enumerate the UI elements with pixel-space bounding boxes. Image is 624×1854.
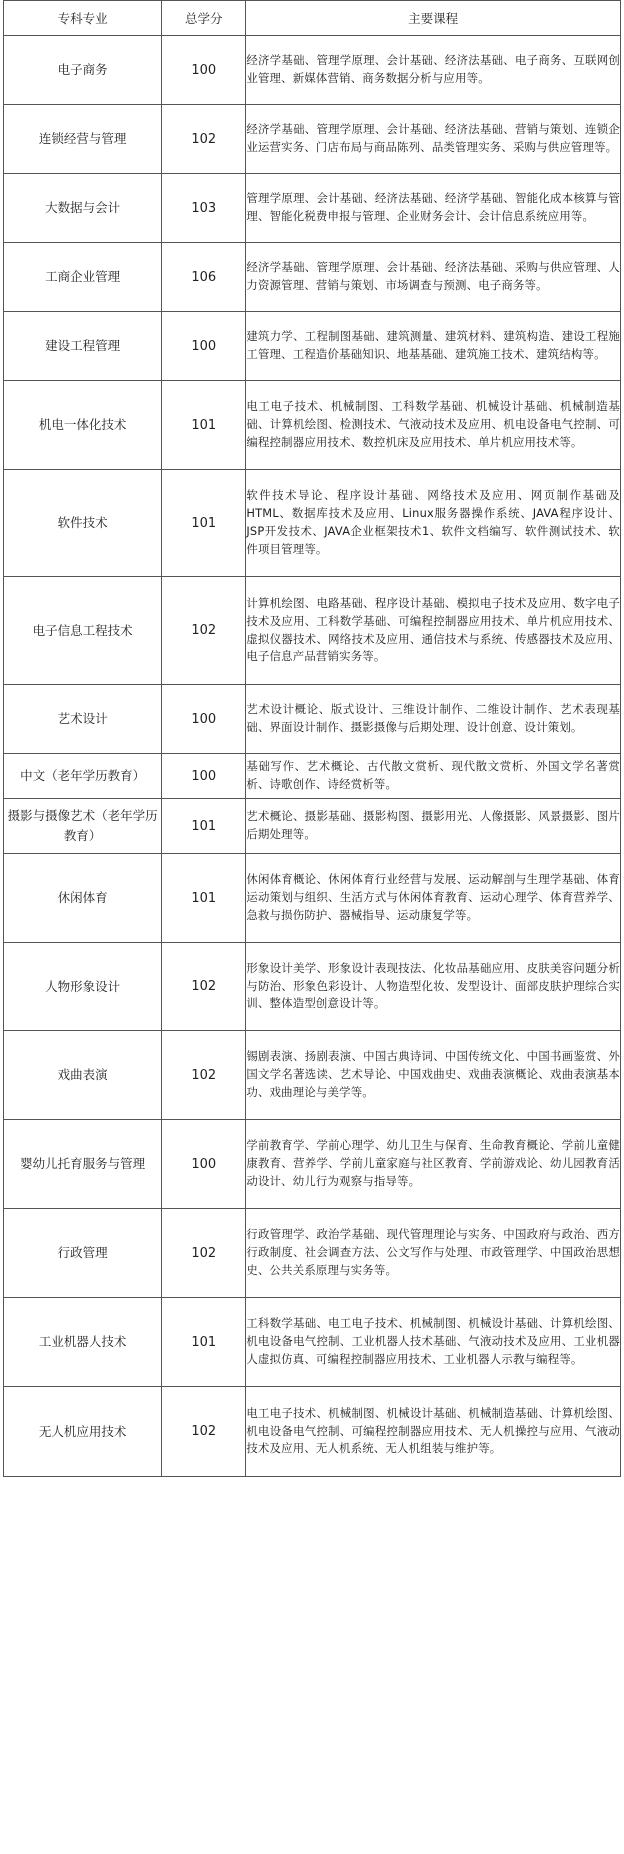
major-cell: 建设工程管理	[4, 312, 162, 381]
table-row	[4, 1298, 621, 1387]
table-row	[4, 312, 621, 381]
header-courses: 主要课程	[246, 1, 621, 36]
table-row	[4, 799, 621, 854]
courses-cell: 管理学原理、会计基础、经济法基础、经济学基础、智能化成本核算与管理、智能化税费申报与管理、企业财务会计、会计信息系统应用等。	[246, 174, 621, 243]
credits-cell: 103	[162, 174, 246, 243]
course-table	[3, 0, 621, 1477]
credits-cell: 101	[162, 470, 246, 577]
table-row	[4, 1387, 621, 1477]
major-cell: 工商企业管理	[4, 243, 162, 312]
table-row	[4, 577, 621, 685]
courses-cell: 艺术概论、摄影基础、摄影构图、摄影用光、人像摄影、风景摄影、图片后期处理等。	[246, 799, 621, 854]
table-row	[4, 854, 621, 943]
table-row	[4, 1120, 621, 1209]
credits-cell: 101	[162, 854, 246, 943]
courses-cell: 形象设计美学、形象设计表现技法、化妆品基础应用、皮肤美容问题分析与防治、形象色彩设计、人物造型化妆、发型设计、面部皮肤护理综合实训、整体造型创意设计等。	[246, 943, 621, 1031]
major-cell: 行政管理	[4, 1209, 162, 1298]
credits-cell: 101	[162, 381, 246, 470]
courses-cell: 建筑力学、工程制图基础、建筑测量、建筑材料、建筑构造、建设工程施工管理、工程造价基础知识、地基基础、建筑施工技术、建筑结构等。	[246, 312, 621, 381]
credits-cell: 102	[162, 1209, 246, 1298]
major-cell: 电子信息工程技术	[4, 577, 162, 685]
courses-cell: 计算机绘图、电路基础、程序设计基础、模拟电子技术及应用、数字电子技术及应用、工科数学基础、可编程控制器应用技术、单片机应用技术、虚拟仪器技术、网络技术及应用、通信技术与系统、传感器技术及应用、电子信息产品营销实务等。	[246, 577, 621, 685]
credits-cell: 102	[162, 1031, 246, 1120]
courses-cell: 行政管理学、政治学基础、现代管理理论与实务、中国政府与政治、西方行政制度、社会调查方法、公文写作与处理、市政管理学、中国政治思想史、公共关系原理与实务等。	[246, 1209, 621, 1298]
credits-cell: 101	[162, 1298, 246, 1387]
major-cell: 中文（老年学历教育）	[4, 754, 162, 799]
major-cell: 婴幼儿托育服务与管理	[4, 1120, 162, 1209]
table-header	[4, 1, 621, 36]
table-body	[4, 36, 621, 1477]
table-row	[4, 470, 621, 577]
credits-cell: 102	[162, 943, 246, 1031]
header-credits: 总学分	[162, 1, 246, 36]
courses-cell: 锡剧表演、扬剧表演、中国古典诗词、中国传统文化、中国书画鉴赏、外国文学名著选读、艺术导论、中国戏曲史、戏曲表演概论、戏曲表演基本功、戏曲理论与美学等。	[246, 1031, 621, 1120]
major-cell: 无人机应用技术	[4, 1387, 162, 1477]
table-row	[4, 36, 621, 105]
credits-cell: 102	[162, 577, 246, 685]
major-cell: 机电一体化技术	[4, 381, 162, 470]
header-row	[4, 1, 621, 36]
credits-cell: 100	[162, 36, 246, 105]
header-major: 专科专业	[4, 1, 162, 36]
credits-cell: 102	[162, 105, 246, 174]
credits-cell: 102	[162, 1387, 246, 1477]
table-row	[4, 243, 621, 312]
major-cell: 休闲体育	[4, 854, 162, 943]
credits-cell: 100	[162, 754, 246, 799]
credits-cell: 100	[162, 1120, 246, 1209]
courses-cell: 软件技术导论、程序设计基础、网络技术及应用、网页制作基础及HTML、数据库技术及应用、Linux服务器操作系统、JAVA程序设计、JSP开发技术、JAVA企业框架技术1、软件文档编写、软件测试技术、软件项目管理等。	[246, 470, 621, 577]
credits-cell: 100	[162, 685, 246, 754]
table-row	[4, 381, 621, 470]
courses-cell: 电工电子技术、机械制图、机械设计基础、机械制造基础、计算机绘图、机电设备电气控制、可编程控制器应用技术、无人机操控与应用、气液动技术及应用、无人机系统、无人机组装与维护等。	[246, 1387, 621, 1477]
major-cell: 软件技术	[4, 470, 162, 577]
major-cell: 连锁经营与管理	[4, 105, 162, 174]
table-row	[4, 685, 621, 754]
courses-cell: 经济学基础、管理学原理、会计基础、经济法基础、电子商务、互联网创业管理、新媒体营销、商务数据分析与应用等。	[246, 36, 621, 105]
courses-cell: 经济学基础、管理学原理、会计基础、经济法基础、营销与策划、连锁企业运营实务、门店布局与商品陈列、品类管理实务、采购与供应管理等。	[246, 105, 621, 174]
courses-cell: 基础写作、艺术概论、古代散文赏析、现代散文赏析、外国文学名著赏析、诗歌创作、诗经赏析等。	[246, 754, 621, 799]
courses-cell: 休闲体育概论、休闲体育行业经营与发展、运动解剖与生理学基础、体育运动策划与组织、生活方式与休闲体育教育、运动心理学、体育营养学、急救与损伤防护、器械指导、运动康复学等。	[246, 854, 621, 943]
major-cell: 工业机器人技术	[4, 1298, 162, 1387]
courses-cell: 经济学基础、管理学原理、会计基础、经济法基础、采购与供应管理、人力资源管理、营销与策划、市场调查与预测、电子商务等。	[246, 243, 621, 312]
courses-cell: 工科数学基础、电工电子技术、机械制图、机械设计基础、计算机绘图、机电设备电气控制、工业机器人技术基础、气液动技术及应用、工业机器人虚拟仿真、可编程控制器应用技术、工业机器人示教与编程等。	[246, 1298, 621, 1387]
major-cell: 摄影与摄像艺术（老年学历教育）	[4, 799, 162, 854]
table-row	[4, 105, 621, 174]
courses-cell: 学前教育学、学前心理学、幼儿卫生与保育、生命教育概论、学前儿童健康教育、营养学、学前儿童家庭与社区教育、学前游戏论、幼儿园教育活动设计、幼儿行为观察与指导等。	[246, 1120, 621, 1209]
table-row	[4, 174, 621, 243]
table-row	[4, 943, 621, 1031]
table-row	[4, 1031, 621, 1120]
major-cell: 戏曲表演	[4, 1031, 162, 1120]
major-cell: 人物形象设计	[4, 943, 162, 1031]
courses-cell: 电工电子技术、机械制图、工科数学基础、机械设计基础、机械制造基础、计算机绘图、检测技术、气液动技术及应用、机电设备电气控制、可编程控制器应用技术、数控机床及应用技术、单片机应用技术等。	[246, 381, 621, 470]
credits-cell: 106	[162, 243, 246, 312]
table-row	[4, 754, 621, 799]
courses-cell: 艺术设计概论、版式设计、三维设计制作、二维设计制作、艺术表现基础、界面设计制作、摄影摄像与后期处理、设计创意、设计策划。	[246, 685, 621, 754]
major-cell: 电子商务	[4, 36, 162, 105]
table-row	[4, 1209, 621, 1298]
credits-cell: 101	[162, 799, 246, 854]
major-cell: 艺术设计	[4, 685, 162, 754]
credits-cell: 100	[162, 312, 246, 381]
major-cell: 大数据与会计	[4, 174, 162, 243]
